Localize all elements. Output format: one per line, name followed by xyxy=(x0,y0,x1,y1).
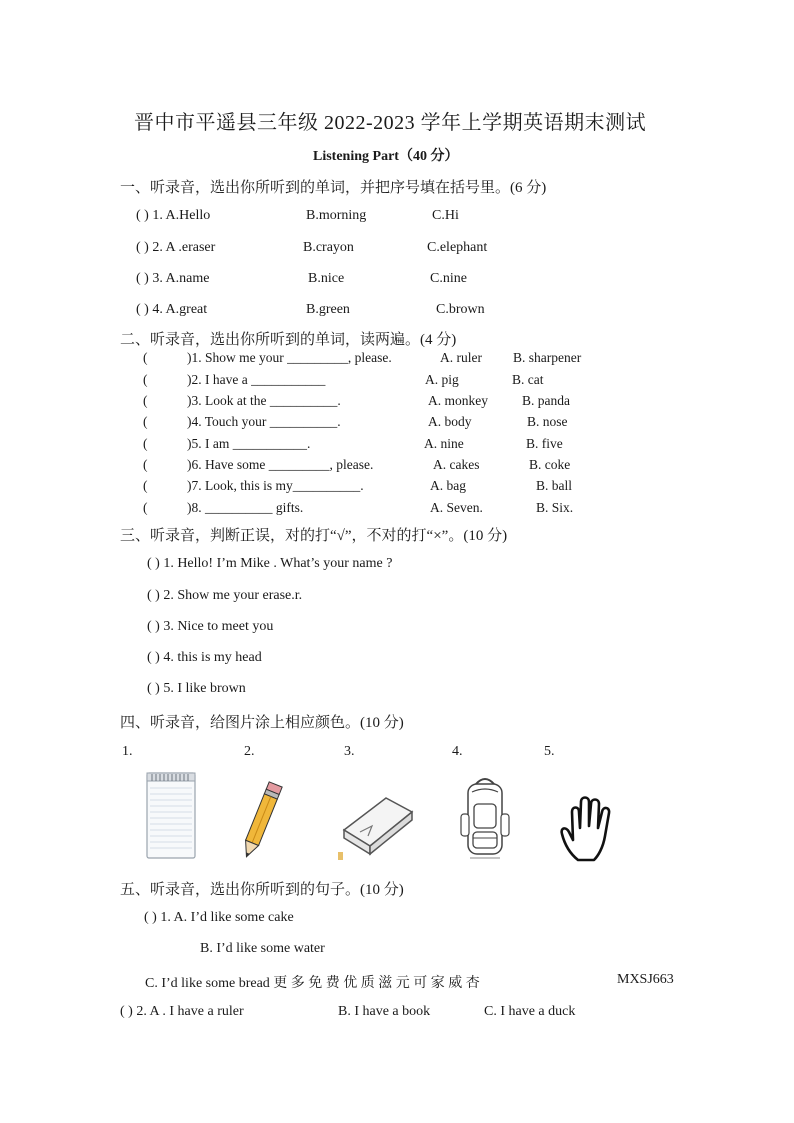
backpack-picture xyxy=(458,774,512,862)
s3-item-4: ( ) 4. this is my head xyxy=(147,650,262,665)
s2-q5-option-b: B. five xyxy=(526,436,563,451)
s2-q1-option-a: A. ruler xyxy=(440,350,482,365)
s3-item-2: ( ) 2. Show me your erase.r. xyxy=(147,588,303,603)
s2-q3-option-b: B. panda xyxy=(522,393,570,408)
notepad-picture xyxy=(144,772,198,860)
s4-number-5: 5. xyxy=(544,744,555,759)
s4-number-1: 1. xyxy=(122,744,133,759)
s2-q8-paren: ( xyxy=(143,500,148,515)
section1-heading: 一、听录音，选出你所听到的单词，并把序号填在括号里。(6 分) xyxy=(120,180,547,196)
s5-q1-option-a: ( ) 1. A. I’d like some cake xyxy=(144,910,294,925)
s3-item-1: ( ) 1. Hello! I’m Mike . What’s your name ? xyxy=(147,556,393,571)
s1-q3-option-c: C.nine xyxy=(430,271,467,286)
s2-q8-option-a: A. Seven. xyxy=(430,500,483,515)
section5-heading: 五、听录音，选出你所听到的句子。(10 分) xyxy=(120,882,404,898)
s3-item-3: ( ) 3. Nice to meet you xyxy=(147,619,274,634)
eraser-picture xyxy=(338,790,418,862)
s5-code: MXSJ663 xyxy=(617,972,674,987)
s2-q6-option-b: B. coke xyxy=(529,457,571,472)
s2-q3-text: )3. Look at the __________. xyxy=(187,393,341,408)
s1-q1-option-a: ( ) 1. A.Hello xyxy=(136,208,211,223)
s1-q4-option-a: ( ) 4. A.great xyxy=(136,302,208,317)
s2-q1-option-b: B. sharpener xyxy=(513,350,582,365)
s5-q2-option-a: ( ) 2. A . I have a ruler xyxy=(120,1004,244,1019)
s2-q2-option-a: A. pig xyxy=(425,372,459,387)
s2-q7-option-b: B. ball xyxy=(536,478,572,493)
s2-q4-option-a: A. body xyxy=(428,414,472,429)
pencil-picture xyxy=(232,778,292,864)
s4-number-3: 3. xyxy=(344,744,355,759)
s5-q1-option-b: B. I’d like some water xyxy=(200,941,325,956)
s2-q7-option-a: A. bag xyxy=(430,478,466,493)
s2-q6-paren: ( xyxy=(143,457,148,472)
s2-q5-text: )5. I am ___________. xyxy=(187,436,311,451)
s3-item-5: ( ) 5. I like brown xyxy=(147,681,246,696)
s2-q3-option-a: A. monkey xyxy=(428,393,488,408)
s2-q2-option-b: B. cat xyxy=(512,372,544,387)
s2-q2-paren: ( xyxy=(143,372,148,387)
s5-q2-option-b: B. I have a book xyxy=(338,1004,431,1019)
s2-q5-option-a: A. nine xyxy=(424,436,464,451)
s2-q1-paren: ( xyxy=(143,350,148,365)
s2-q8-text: )8. __________ gifts. xyxy=(187,500,304,515)
s1-q4-option-c: C.brown xyxy=(436,302,485,317)
s1-q1-option-b: B.morning xyxy=(306,208,367,223)
section3-heading: 三、听录音，判断正误，对的打“√”，不对的打“×”。(10 分) xyxy=(120,528,508,544)
s1-q2-option-a: ( ) 2. A .eraser xyxy=(136,240,216,255)
s2-q6-text: )6. Have some _________, please. xyxy=(187,457,374,472)
s1-q1-option-c: C.Hi xyxy=(432,208,459,223)
s1-q4-option-b: B.green xyxy=(306,302,350,317)
s2-q6-option-a: A. cakes xyxy=(433,457,480,472)
s2-q4-paren: ( xyxy=(143,414,148,429)
s1-q3-option-a: ( ) 3. A.name xyxy=(136,271,210,286)
s5-q2-option-c: C. I have a duck xyxy=(484,1004,576,1019)
s2-q3-paren: ( xyxy=(143,393,148,408)
s1-q2-option-c: C.elephant xyxy=(427,240,488,255)
s1-q2-option-b: B.crayon xyxy=(303,240,354,255)
s2-q7-text: )7. Look, this is my__________. xyxy=(187,478,364,493)
section2-heading: 二、听录音，选出你所听到的单词，读两遍。(4 分) xyxy=(120,332,457,348)
s5-q1-option-c: C. I’d like some bread 更 多 免 费 优 质 滋 元 可 家 威 杏 xyxy=(145,976,480,991)
s1-q3-option-b: B.nice xyxy=(308,271,345,286)
hand-picture xyxy=(556,794,632,864)
s4-number-2: 2. xyxy=(244,744,255,759)
page-subtitle: Listening Part（40 分） xyxy=(313,149,459,164)
s2-q1-text: )1. Show me your _________, please. xyxy=(187,350,392,365)
page-title: 晋中市平遥县三年级 2022-2023 学年上学期英语期末测试 xyxy=(134,112,647,134)
s2-q4-option-b: B. nose xyxy=(527,414,568,429)
s4-number-4: 4. xyxy=(452,744,463,759)
s2-q2-text: )2. I have a ___________ xyxy=(187,372,326,387)
s2-q8-option-b: B. Six. xyxy=(536,500,574,515)
s2-q7-paren: ( xyxy=(143,478,148,493)
s2-q4-text: )4. Touch your __________. xyxy=(187,414,341,429)
s2-q5-paren: ( xyxy=(143,436,148,451)
section4-heading: 四、听录音，给图片涂上相应颜色。(10 分) xyxy=(120,715,404,731)
